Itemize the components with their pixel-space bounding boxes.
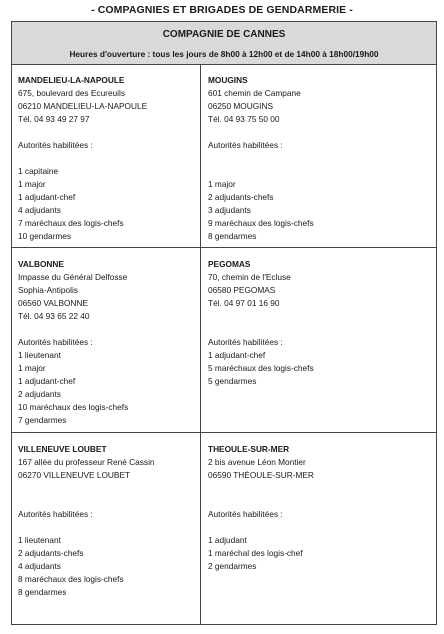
brigade-name: VILLENEUVE LOUBET [18,444,107,454]
authority-item: 7 maréchaux des logis-chefs [18,218,124,228]
address-line: 601 chemin de Campane [208,88,301,98]
brigade-name: MOUGINS [208,75,248,85]
address-line: 06560 VALBONNE [18,298,88,308]
phone-line: Tél. 04 93 75 50 00 [208,114,280,124]
phone-line: Tél. 04 93 65 22 40 [18,311,90,321]
address-line: 06580 PEGOMAS [208,285,276,295]
brigade-valbonne [18,258,128,427]
address-line: 70, chemin de l'Ecluse [208,272,291,282]
address-line: Impasse du Général Delfosse [18,272,128,282]
authorities-label: Autorités habilitées : [208,337,283,347]
address-line: Sophia-Antipolis [18,285,78,295]
brigade-villeneuve-loubet [18,443,155,599]
company-name: COMPAGNIE DE CANNES [162,29,286,40]
authority-item: 1 lieutenant [18,350,61,360]
authorities-label: Autorités habilitées : [18,509,93,519]
address-line: 675, boulevard des Ecureuils [18,88,126,98]
row-divider [12,247,436,248]
authority-item: 1 major [18,363,46,373]
authority-item: 1 lieutenant [18,535,61,545]
authority-item: 10 maréchaux des logis-chefs [18,402,129,412]
authorities-label: Autorités habilitées : [208,140,283,150]
authority-item: 4 adjudants [18,205,61,215]
address-line: 06250 MOUGINS [208,101,274,111]
company-table [11,21,437,625]
authority-item: 2 adjudants [18,389,61,399]
row-divider [12,432,436,433]
authority-item: 1 major [18,179,46,189]
brigade-pegomas [208,258,314,388]
authority-item: 1 adjudant [208,535,247,545]
brigade-name: MANDELIEU-LA-NAPOULE [18,75,125,85]
authorities-label: Autorités habilitées : [18,337,93,347]
authority-item: 3 adjudants [208,205,251,215]
address-line: 06590 THÉOULE-SUR-MER [208,470,314,480]
company-header [12,22,436,65]
address-line: 06210 MANDELIEU-LA-NAPOULE [18,101,148,111]
brigade-name: THEOULE-SUR-MER [208,444,290,454]
brigade-name: PEGOMAS [208,259,251,269]
brigade-mougins [208,74,314,243]
authority-item: 5 maréchaux des logis-chefs [208,363,314,373]
brigade-name: VALBONNE [18,259,64,269]
authority-item: 1 adjudant-chef [18,192,76,202]
authority-item: 1 major [208,179,236,189]
authority-item: 1 capitaine [18,166,59,176]
authority-item: 9 maréchaux des logis-chefs [208,218,314,228]
authority-item: 5 gendarmes [208,376,257,386]
authority-item: 8 maréchaux des logis-chefs [18,574,124,584]
authorities-label: Autorités habilitées : [208,509,283,519]
authority-item: 10 gendarmes [18,231,72,241]
column-divider [200,65,201,625]
phone-line: Tél. 04 97 01 16 90 [208,298,280,308]
authority-item: 2 adjudants-chefs [18,548,84,558]
document-title: - COMPAGNIES ET BRIGADES DE GENDARMERIE - [91,4,353,16]
authority-item: 1 adjudant-chef [208,350,266,360]
address-line: 06270 VILLENEUVE LOUBET [18,470,131,480]
authority-item: 8 gendarmes [18,587,67,597]
address-line: 167 allée du professeur René Cassin [18,457,155,467]
authorities-label: Autorités habilitées : [18,140,93,150]
authority-item: 1 adjudant-chef [18,376,76,386]
authority-item: 7 gendarmes [18,415,67,425]
address-line: 2 bis avenue Léon Montier [208,457,306,467]
authority-item: 2 adjudants-chefs [208,192,274,202]
authority-item [208,165,314,178]
phone-line: Tél. 04 93 49 27 97 [18,114,90,124]
authority-item: 8 gendarmes [208,231,257,241]
authority-item: 1 maréchal des logis-chef [208,548,303,558]
opening-hours: Heures d'ouverture : tous les jours de 8h00 à 12h00 et de 14h00 à 18h00/19h00 [69,49,379,59]
authority-item: 4 adjudants [18,561,61,571]
brigade-theoule-sur-mer [208,443,314,573]
brigade-mandelieu [18,74,147,243]
authority-item: 2 gendarmes [208,561,257,571]
